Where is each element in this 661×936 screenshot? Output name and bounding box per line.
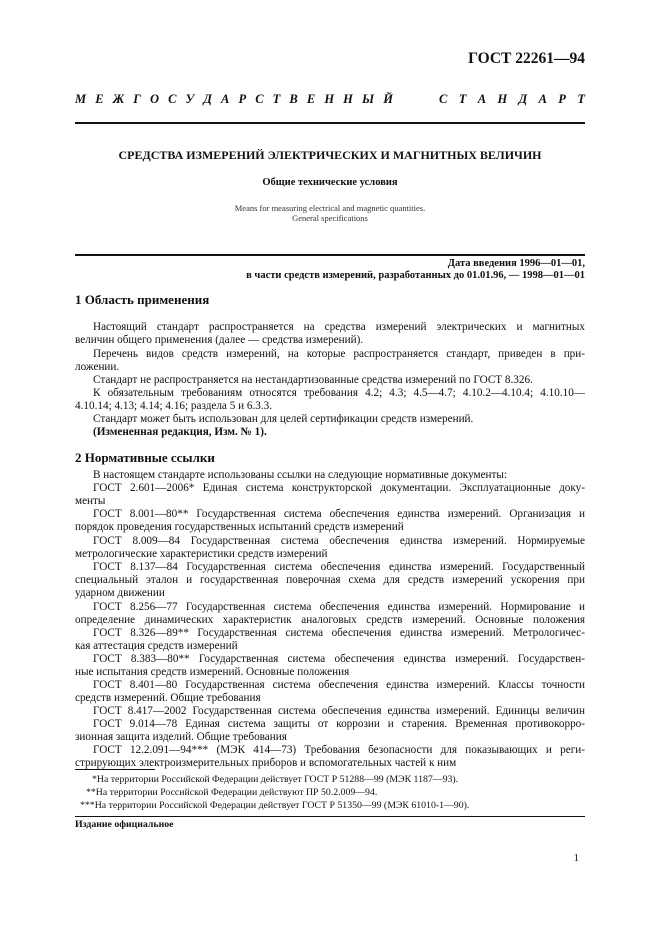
gost-number: ГОСТ 22261—94 <box>468 50 585 67</box>
interstate-word-1 <box>75 92 393 107</box>
banner-letter: А <box>538 92 547 106</box>
footnote-2: **На территории Российской Федерации действуют ПР 50.2.009—94. <box>86 787 378 798</box>
s2-line: кая аттестация средств измерений <box>75 640 238 652</box>
banner-letter: Й <box>383 92 393 106</box>
page-number: 1 <box>573 852 579 864</box>
intro-date-part: в части средств измерений, разработанных до 01.01.96, — 1998—01—01 <box>246 270 585 281</box>
s1-line: Настоящий стандарт распространяется на средства измерений электрических и магнитных <box>93 321 585 333</box>
s2-line: ные испытания средств измерений. Основные положения <box>75 666 350 678</box>
banner-letter: Т <box>272 92 281 106</box>
s2-line: порядок проведения государственных испытаний средств измерений <box>75 521 404 533</box>
middle-rule <box>75 254 585 256</box>
banner-letter: У <box>185 92 195 106</box>
s2-line: ГОСТ 8.383—80** Государственная система обеспечения единства измерений. Государствен- <box>93 653 585 665</box>
s1-line: К обязательным требованиям относятся требования 4.2; 4.3; 4.5—4.7; 4.10.2—4.10.4; 4.10.10— <box>93 387 585 399</box>
s2-line: ГОСТ 8.256—77 Государственная система обеспечения единства измерений. Нормирование и <box>93 601 585 613</box>
s2-line: зионная защита изделий. Общие требования <box>75 731 287 743</box>
banner-letter: С <box>255 92 264 106</box>
banner-letter: С <box>168 92 177 106</box>
document-title: СРЕДСТВА ИЗМЕРЕНИЙ ЭЛЕКТРИЧЕСКИХ И МАГНИТНЫХ ВЕЛИЧИН <box>118 148 542 162</box>
banner-letter: Н <box>343 92 353 106</box>
banner-letter: А <box>477 92 487 106</box>
s2-line: ГОСТ 8.009—84 Государственная система обеспечения единства измерений. Нормируемые <box>93 535 585 547</box>
footnote-1: *На территории Российской Федерации действует ГОСТ Р 51288—99 (МЭК 1187—93). <box>92 774 459 785</box>
english-title: Means for measuring electrical and magnetic quantities. <box>234 203 426 213</box>
top-rule <box>75 122 585 124</box>
interstate-word-2 <box>439 92 585 107</box>
banner-letter: А <box>221 92 230 106</box>
s2-line: ГОСТ 8.417—2002 Государственная система обеспечения единства измерений. Единицы величин <box>93 705 585 717</box>
s1-line: Перечень видов средств измерений, на которые распространяется стандарт, приведен в при- <box>93 348 585 360</box>
s2-line: ГОСТ 8.326—89** Государственная система обеспечения единства измерений. Метрологичес- <box>93 627 585 639</box>
official-edition-label: Издание официальное <box>75 819 174 830</box>
s2-line: стрирующих электроизмерительных приборов и вспомогательных частей к ним <box>75 757 457 769</box>
english-subtitle: General specifications <box>292 213 368 223</box>
s2-line: определение динамических характеристик аналоговых средств измерений. Основные положения <box>75 614 585 626</box>
s1-line: ложении. <box>75 361 120 373</box>
footnote-rule <box>75 769 155 770</box>
section-2-heading: 2 Нормативные ссылки <box>75 450 215 465</box>
s2-line: ГОСТ 8.137—84 Государственная система обеспечения единства измерений. Государственный <box>93 561 585 573</box>
banner-letter: Г <box>133 92 141 106</box>
s2-line: ударном движении <box>75 587 165 599</box>
s2-line: ГОСТ 8.401—80 Государственная система обеспечения единства измерений. Классы точности <box>93 679 585 691</box>
banner-letter: Т <box>577 92 585 106</box>
banner-letter: Н <box>497 92 508 106</box>
bottom-rule <box>75 816 585 817</box>
s2-line: ГОСТ 9.014—78 Единая система защиты от коррозии и старения. Временная противокорро- <box>93 718 585 730</box>
s2-line: ГОСТ 2.601—2006* Единая система конструкторской документации. Эксплуатационные доку- <box>93 482 585 494</box>
banner-letter: Ж <box>112 92 125 106</box>
banner-letter: Д <box>203 92 212 106</box>
footnote-3: ***На территории Российской Федерации действует ГОСТ Р 51350—99 (МЭК 61010-1—90). <box>80 800 470 811</box>
banner-letter: Р <box>238 92 247 106</box>
banner-letter: Е <box>306 92 316 106</box>
s1-line: 4.10.14; 4.13; 4.14; 4.16; раздела 5 и 6.3.3. <box>75 400 273 412</box>
section-1-heading: 1 Область применения <box>75 292 210 307</box>
s1-line: Стандарт не распространяется на нестандартизованные средства измерений по ГОСТ 8.326. <box>93 374 533 386</box>
banner-letter: В <box>289 92 298 106</box>
banner-letter: М <box>75 92 87 106</box>
interstate-standard-banner <box>75 92 585 107</box>
banner-letter: Т <box>458 92 467 106</box>
banner-letter: Е <box>95 92 104 106</box>
s2-line: средств измерений. Общие требования <box>75 692 261 704</box>
s2-line: ГОСТ 8.001—80** Государственная система обеспечения единства измерений. Организация и <box>93 508 585 520</box>
s2-line: ГОСТ 12.2.091—94*** (МЭК 414—73) Требования безопасности для показывающих и реги- <box>93 744 585 756</box>
s2-line: менты <box>75 495 106 507</box>
intro-date: Дата введения 1996—01—01, <box>447 258 585 269</box>
amendment-note: (Измененная редакция, Изм. № 1). <box>93 426 267 438</box>
banner-letter: С <box>439 92 448 106</box>
s2-line: В настоящем стандарте использованы ссылки на следующие нормативные документы: <box>93 469 508 481</box>
banner-letter: Н <box>324 92 335 106</box>
introduction-dates <box>246 258 585 282</box>
document-subtitle: Общие технические условия <box>262 177 398 188</box>
banner-letter: О <box>149 92 159 106</box>
s2-line: метрологические характеристики средств измерений <box>75 548 328 560</box>
s2-line: специальный эталон и государственная поверочная схема для средств измерений ускорения при <box>75 574 585 586</box>
s1-line: величин общего применения (далее — средства измерений). <box>75 334 364 346</box>
banner-letter: Р <box>558 92 566 106</box>
s1-line: Стандарт может быть использован для целей сертификации средств измерений. <box>93 413 474 425</box>
banner-letter: Ы <box>362 92 375 106</box>
banner-letter: Д <box>518 92 528 106</box>
